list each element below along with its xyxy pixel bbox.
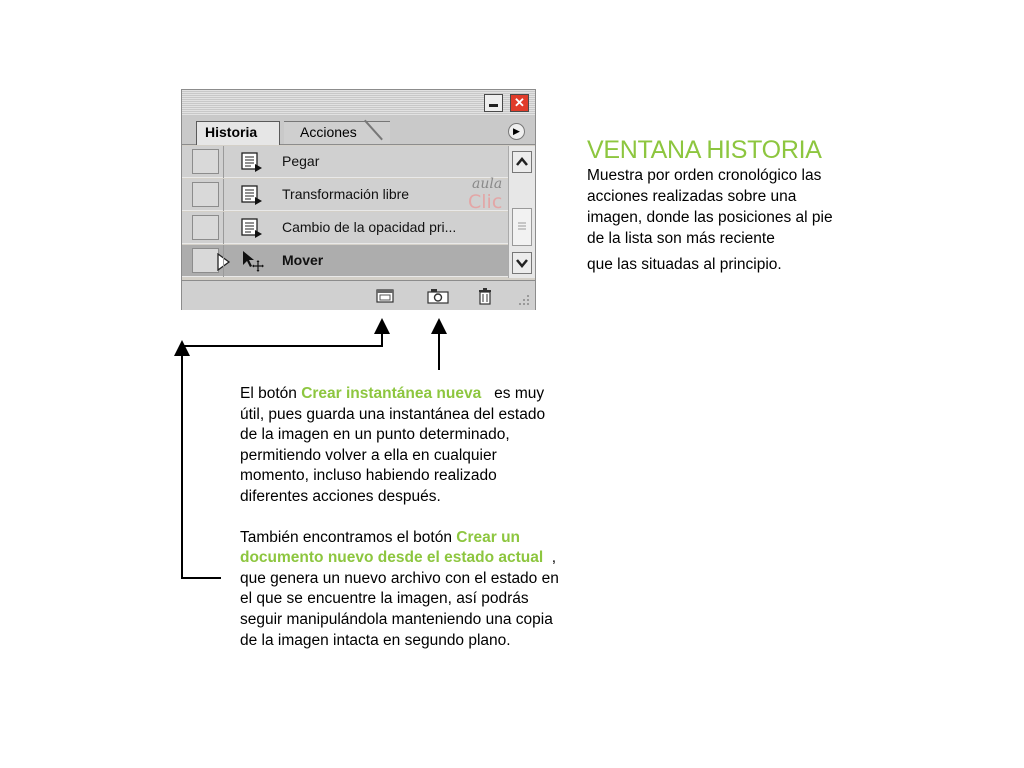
- page-title: VENTANA HISTORIA: [587, 136, 822, 164]
- text-span: es muy útil, pues guarda una instantánea del estado de la imagen en un punto determinado, permitiendo volver a ella en cualquier momento, incluso habiendo realizado diferentes acciones después.: [240, 385, 550, 505]
- highlight-new-document: Crear un documento nuevo desde el estado actual: [240, 528, 544, 567]
- close-icon[interactable]: ✕: [510, 94, 529, 112]
- description-text: Muestra por orden cronológico las acciones realizadas sobre una imagen, donde las posiciones al pie de la lista son más reciente: [587, 167, 833, 247]
- history-item-label: Mover: [282, 252, 324, 268]
- palette-menu-icon[interactable]: ▶: [508, 123, 525, 140]
- text-span: El botón: [240, 385, 302, 402]
- tab-historia-label: Historia: [205, 124, 258, 140]
- history-item-label: Transformación libre: [282, 186, 410, 202]
- watermark-clic: Clic: [468, 191, 503, 213]
- highlight-create-snapshot: Crear instantánea nueva: [301, 385, 482, 402]
- history-item-label: Cambio de la opacidad pri...: [282, 219, 457, 235]
- arrow-from-text: [182, 348, 221, 578]
- history-item-label: Pegar: [282, 153, 320, 169]
- text-span: , que genera un nuevo archivo con el estado en el que se encuentre la imagen, así podrás seguir manipulándola manteniendo una copia de la imagen intacta en segundo plano.: [240, 549, 564, 649]
- watermark-aula: aula: [472, 176, 503, 192]
- tab-historia[interactable]: [196, 121, 280, 145]
- text-span: También encontramos el botón: [240, 528, 457, 546]
- tab-acciones-label: Acciones: [300, 124, 357, 140]
- description-text-cont: que las situadas al principio.: [587, 256, 782, 273]
- arrow-to-new-document: [182, 326, 382, 346]
